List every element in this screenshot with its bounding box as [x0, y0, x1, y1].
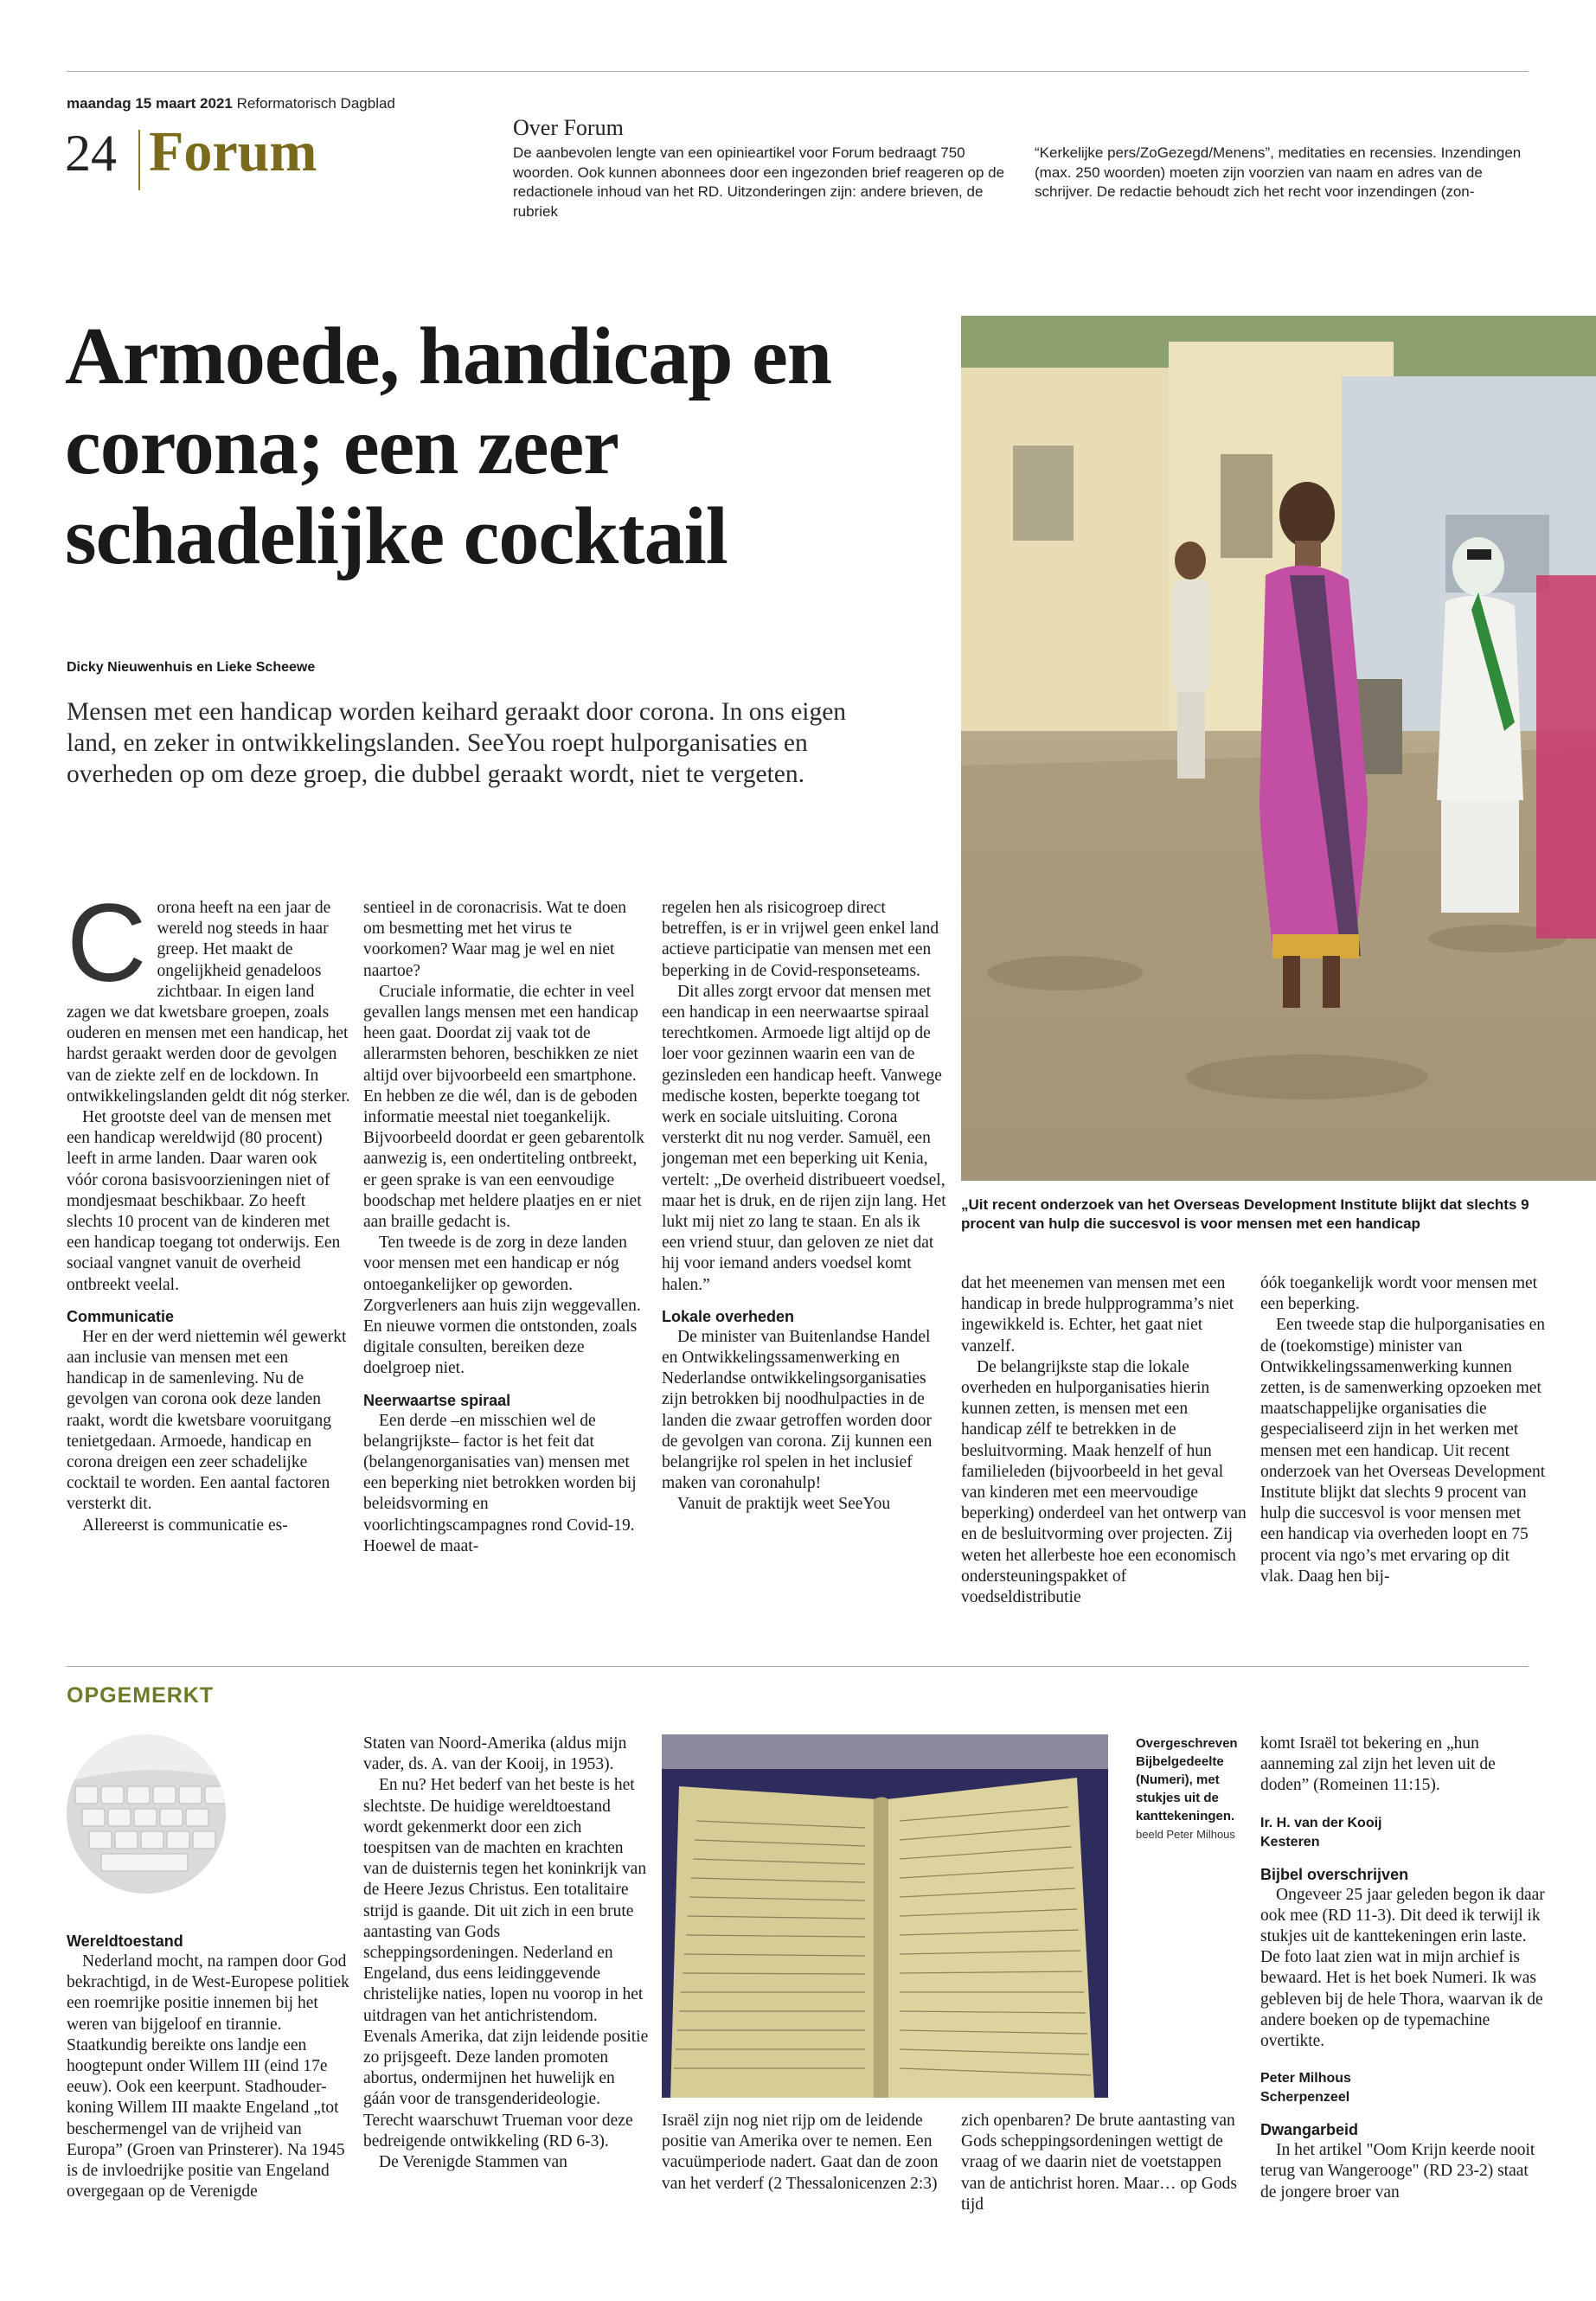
byline: Dicky Nieuwenhuis en Lieke Scheewe: [67, 660, 316, 675]
article-col-2: [363, 898, 649, 1557]
col5-p2: Een tweede stap die hulporganisaties en de (toekomstige) minister van Ontwikkelingssamenwerking kunnen zetten, is de samenwerking opzoeken met maatschappelijke organisaties die gespecialiseerd zijn in het werken met mensen met een handicap. Uit recent onderzoek van het Overseas Development Institute blijkt dat slechts 9 procent van hulp die succesvol is voor mensen met een handicap via overheden loopt en 75 procent via ngo’s met ervaring op dit vlak. Daag hen bij-: [1260, 1316, 1546, 1586]
dropcap: C: [67, 881, 147, 1005]
letter1-p2: Staten van Noord-Amerika (aldus mijn vader, ds. A. van der Kooij, in 1953).: [363, 1734, 627, 1774]
letter1-place: Kesteren: [1260, 1834, 1320, 1849]
letter1-p5: Israël zijn nog niet rijp om de leidende positie van Amerika over te nemen. Een vacuümperiode nadert. Gaat dan de zoon van het verderf (2 Thessalonicenzen 2:3): [662, 2112, 939, 2193]
col3-p3: De minister van Buitenlandse Handel en Ontwikkelingssamenwerking en Nederlandse ontwikkelingsorganisaties zijn betrokken bij noodhulpacties in de landen die zwaar getroffen worden door de gevolgen van corona. Zij kunnen een belangrijke rol spelen in het inclusief maken van coronahulp!: [662, 1327, 933, 1493]
opgemerkt-right-col: [1260, 1734, 1546, 2203]
open-book-illustration: [662, 1734, 1108, 2098]
col1-p4: Allereerst is communicatie es-: [82, 1516, 288, 1535]
letter2-title: Bijbel overschrijven: [1260, 1865, 1409, 1883]
col4-p1: dat het meenemen van mensen met een handicap in brede hulpprogramma’s niet ingewikkeld is. Echter, het gaat niet vanzelf.: [961, 1274, 1234, 1356]
letter1-p3: En nu? Het bederf van het beste is het slechtste. De huidige wereldtoestand wordt gekenmerkt door een zich toespitsen van de machten en krachten van de duisternis tegen het koninkrijk van de Heere Jezus Christus. Een totalitaire strijd is gaande. Dit uit zich in een brute aantasting van Gods scheppingsordeningen. Nederland en Engeland, dus eens leidinggevende christelijke naties, lopen nu voorop in het uitdragen van het antichristendom. Evenals Amerika, dat zijn leidende positie zo prijsgeeft. Deze landen promoten abortus, ondermijnen het huwelijk en gáán voor de transgenderideologie. Terecht waarschuwt Trueman voor deze bedreigende ontwikkeling (RD 6-3).: [363, 1776, 649, 2150]
col4-p2: De belangrijkste stap die lokale overheden en hulporganisaties hierin kunnen zetten, is mensen met een handicap zélf te betrekken in de besluitvorming. Maak henzelf of hun familieleden (bijvoorbeeld in het geval van kinderen met een meervoudige beperking) onderdeel van het ontwerp van en de besluitvorming over projecten. Zij weten het allerbeste hoe een economisch ondersteuningspakket of voedseldistributie: [961, 1357, 1247, 1607]
date: maandag 15 maart 2021: [67, 95, 233, 112]
article-col-5: [1260, 1273, 1546, 1587]
subhead-lokale-overheden: Lokale overheden: [662, 1307, 795, 1325]
letter1-p6: zich openbaren? De brute aantasting van Gods scheppingsordeningen wettigt de vraag of we daarin niet de voetstappen van de antichrist horen. Maar… op Gods tijd: [961, 2112, 1237, 2214]
keyboard-illustration: [67, 1734, 226, 1894]
col3-p1: regelen hen als risicogroep direct betreffen, is er in vrijwel geen enkel land actieve participatie van mensen met een beperking in de Covid-responseteams.: [662, 899, 939, 980]
intro: Mensen met een handicap worden keihard geraakt door corona. In ons eigen land, en zeker in ontwikkelingslanden. SeeYou roept hulporganisaties en overheden op om deze groep, die dubbel geraakt wordt, niet te vergeten.: [67, 698, 847, 788]
page-dateline: [67, 95, 395, 112]
book-caption-block: [1136, 1734, 1240, 1843]
publication: Reformatorisch Dagblad: [236, 95, 395, 112]
article-col-4: [961, 1273, 1247, 1608]
col5-p1: óók toegankelijk wordt voor mensen met een beperking.: [1260, 1274, 1538, 1314]
col1-p3: Her en der werd niettemin wél gewerkt aan inclusie van mensen met een handicap in de samenleving. Nu de gevolgen van corona ook deze landen raakt, wordt die kwetsbare vooruitgang tenietgedaan. Armoede, handicap en corona dreigen een zeer schadelijke cocktail te worden. Een aantal factoren versterkt dit.: [67, 1327, 347, 1514]
subhead-communicatie: Communicatie: [67, 1307, 175, 1325]
opgemerkt-label: OPGEMERKT: [67, 1683, 215, 1708]
letter3-title: Dwangarbeid: [1260, 2121, 1359, 2139]
article-photo: [961, 316, 1596, 1181]
letter1-col-b: [363, 1734, 649, 2173]
letter2-author: Peter Milhous: [1260, 2071, 1351, 2086]
street-scene-illustration: [961, 316, 1596, 1181]
section-title: Forum: [149, 120, 317, 183]
page-number: 24: [65, 125, 117, 182]
letter2-p1: Ongeveer 25 jaar geleden begon ik daar ook mee (RD 11-3). Dit deed ik terwijl ik stukjes uit de kanttekeningen erin laste. De foto laat zien wat in mijn archief is bewaard. Het is het boek Numeri. Ik was gebleven bij de hele Thora, waarvan ik de andere boeken op de typemachine overtikte.: [1260, 1885, 1545, 2051]
photo-caption: „Uit recent onderzoek van het Overseas Development Institute blijkt dat slechts 9 procent van hulp die succesvol is voor mensen met een handicap: [961, 1196, 1529, 1232]
opgemerkt-rule: [67, 1666, 1529, 1667]
letter1-col-a: [67, 1931, 352, 2202]
col2-p3: Ten tweede is de zorg in deze landen voor mensen met een handicap er nóg ontoegankelijker op geworden. Zorgverleners aan huis zijn weggevallen. En nieuwe vormen die ontstonden, zoals digitale consulten, bereiken deze doelgroep niet.: [363, 1234, 641, 1378]
letter1-title: Wereldtoestand: [67, 1932, 183, 1950]
col2-p1: sentieel in de coronacrisis. Wat te doen om besmetting met het virus te voorkomen? Waar mag je wel en niet naartoe?: [363, 899, 627, 980]
col3-p2: Dit alles zorgt ervoor dat mensen met een handicap in een neerwaartse spiraal terechtkomen. Armoede ligt altijd op de loer voor gezinnen waarin een van de gezinsleden een handicap heeft. Vanwege medische kosten, beperkte toegang tot werk en sociale uitsluiting. Corona versterkt dit nu nog verder. Samuël, een jongeman met een beperking uit Kenia, vertelt: „De overheid distribueert voedsel, maar het is druk, en de rijen zijn lang. Het lukt mij niet zo lang te staan. En als ik een vriend stuur, dan geloven ze niet dat hij voor iemand anders voedsel komt halen.”: [662, 982, 946, 1294]
letter2-place: Scherpenzeel: [1260, 2090, 1350, 2106]
letter1-col-c: [662, 2111, 947, 2195]
article-col-1: [67, 881, 352, 1536]
keyboard-icon: [67, 1734, 226, 1894]
letter1-p1: Nederland mocht, na rampen door God bekrachtigd, in de West-Europese politiek een roemrijke positie innemen bij het weren van bijgeloof en tirannie. Staatkundig bereikte ons landje een hoogtepunt onder Willem III (eind 17e eeuw). Ook een keerpunt. Stadhouder-koning Willem III maakte Engeland „tot beschermengel van de vrijheid van Europa” (Groen van Prinsterer). Na 1945 is de invloedrijke positie van Engeland overgegaan op de Verenigde: [67, 1952, 349, 2202]
letter1-col-d: [961, 2111, 1247, 2215]
headline: Armoede, handicap en corona; een zeer schadelijke cocktail: [65, 311, 832, 581]
letter1-p7: komt Israël tot bekering en „hun aanneming zal zijn het leven uit de doden” (Romeinen 11:15).: [1260, 1734, 1496, 1795]
letter1-p4: De Verenigde Stammen van: [379, 2153, 567, 2172]
section-divider: [138, 130, 140, 190]
subhead-neerwaartse-spiraal: Neerwaartse spiraal: [363, 1391, 511, 1409]
col3-p4: Vanuit de praktijk weet SeeYou: [677, 1495, 891, 1514]
over-forum-title: Over Forum: [513, 115, 624, 140]
col2-p4: Een derde –en misschien wel de belangrijkste– factor is het feit dat (belangenorganisaties van) mensen met een beperking niet betrokken worden bij beleidsvorming en voorlichtingscampagnes rond Covid-19. Hoewel de maat-: [363, 1411, 637, 1555]
over-forum-col1: De aanbevolen lengte van een opinieartikel voor Forum bedraagt 750 woorden. Ook kunnen abonnees door een ingezonden brief reageren op de redactionele inhoud van het RD. Uitzonderingen zijn: andere brieven, de rubriek: [513, 144, 1005, 220]
letter3-p1: In het artikel "Oom Krijn keerde nooit terug van Wangerooge" (RD 23-2) staat de jongere broer van: [1260, 2141, 1535, 2202]
col1-p2: Het grootste deel van de mensen met een handicap wereldwijd (80 procent) leeft in arme landen. Daar waren ook vóór corona basisvoorzieningen niet of mondjesmaat beschikbaar. Zo heeft slechts 10 procent van de kinderen met een handicap toegang tot onderwijs. Een sociaal vangnet vanuit de overheid ontbreekt veelal.: [67, 1108, 341, 1294]
letter1-author: Ir. H. van der Kooij: [1260, 1815, 1382, 1830]
article-col-3: [662, 898, 947, 1516]
over-forum-col2: “Kerkelijke pers/ZoGezegd/Menens”, meditaties en recensies. Inzendingen (max. 250 woorden) moeten zijn voorzien van naam en adres van de schrijver. De redactie behoudt zich het recht voor inzendingen (zon-: [1035, 144, 1522, 200]
col2-p2: Cruciale informatie, die echter in veel gevallen langs mensen met een handicap heen gaat. Doordat zij vaak tot de allerarmsten behoren, beschikken ze niet altijd over bijvoorbeeld een smartphone. En hebben ze die wél, dan is de geboden informatie meestal niet toegankelijk. Bijvoorbeeld doordat er geen gebarentolk aanwezig is, een ondertiteling ontbreekt, er geen sprake is van een eenvoudige boodschap met heldere plaatjes en er niet aan braille gedacht is.: [363, 982, 644, 1232]
top-rule: [67, 71, 1529, 72]
book-photo: [662, 1734, 1108, 2098]
col1-p1: orona heeft na een jaar de wereld nog steeds in haar greep. Het maakt de ongelijkheid genadeloos zichtbaar. In eigen land zagen we dat kwetsbare groepen, zoals ouderen en mensen met een handicap, het hardst geraakt werden door de gevolgen van de ziekte zelf en de lockdown. In ontwikkelingslanden geldt dit nóg sterker.: [67, 899, 350, 1106]
book-credit: beeld Peter Milhous: [1136, 1828, 1235, 1841]
book-caption: Overgeschreven Bijbelgedeelte (Numeri), met stukjes uit de kanttekeningen.: [1136, 1736, 1238, 1823]
